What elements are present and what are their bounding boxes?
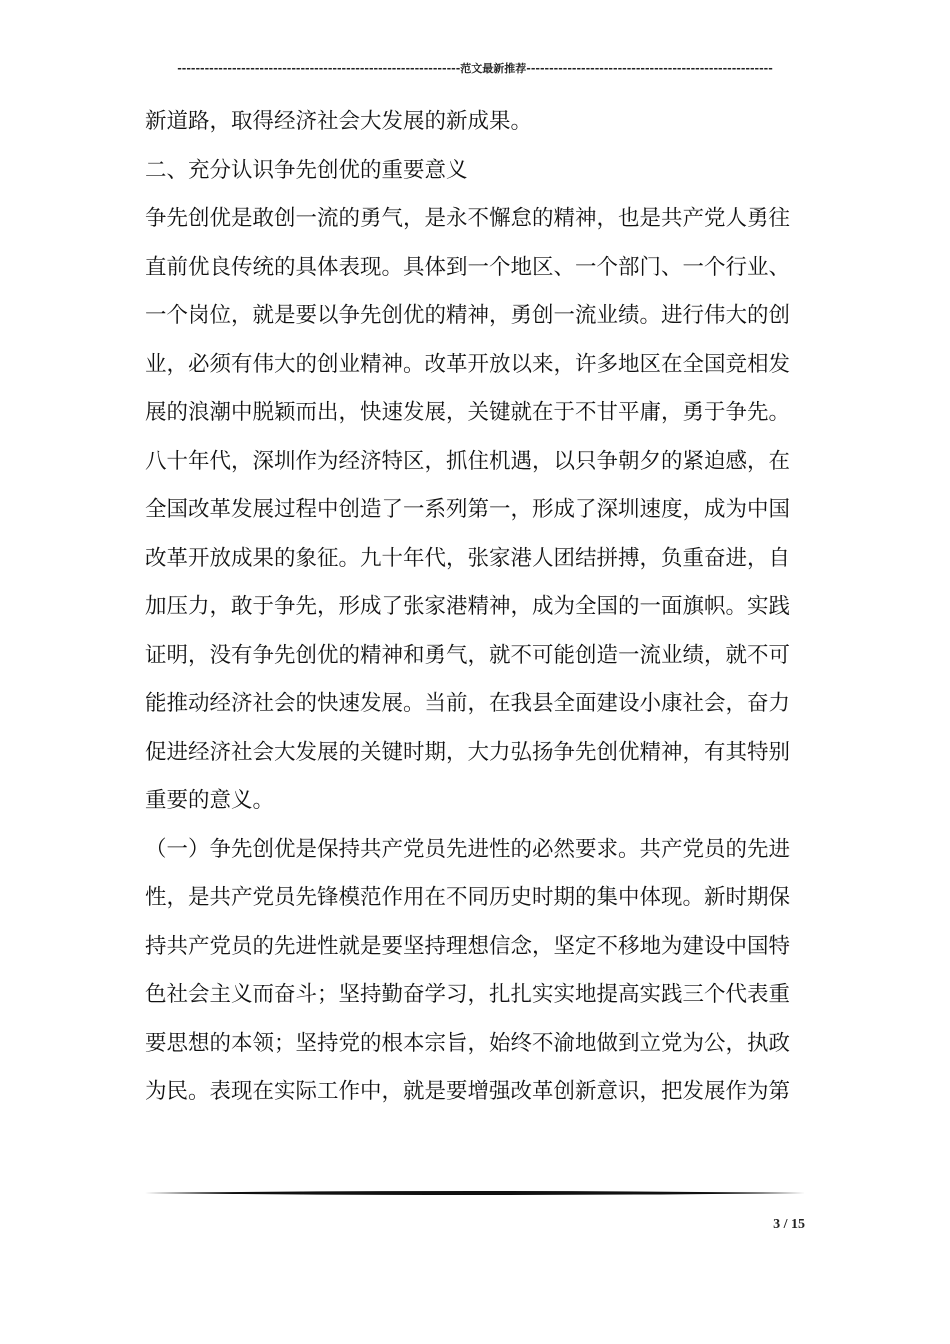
text-line: 加压力，敢于争先，形成了张家港精神，成为全国的一面旗帜。实践 [145, 594, 791, 619]
page-number: 3 / 15 [773, 1217, 805, 1232]
text-line: 持共产党员的先进性就是要坚持理想信念，坚定不移地为建设中国特 [145, 933, 791, 959]
text-line: 新道路，取得经济社会大发展的新成果。 [145, 109, 533, 134]
text-line: 重要的意义。 [145, 788, 275, 813]
text-line: 要思想的本领；坚持党的根本宗旨，始终不渝地做到立党为公，执政 [145, 1030, 791, 1056]
text-line: 全国改革发展过程中创造了一系列第一，形成了深圳速度，成为中国 [145, 497, 791, 522]
text-line: 改革开放成果的象征。九十年代，张家港人团结拼搏，负重奋进，自 [145, 545, 791, 571]
text-line: 展的浪潮中脱颖而出，快速发展，关键就在于不甘平庸，勇于争先。 [145, 400, 791, 425]
text-line: 直前优良传统的具体表现。具体到一个地区、一个部门、一个行业、 [145, 254, 791, 280]
footer-divider [145, 1190, 805, 1196]
text-line: 促进经济社会大发展的关键时期，大力弘扬争先创优精神，有其特别 [145, 739, 791, 765]
text-line: 八十年代，深圳作为经济特区，抓住机遇，以只争朝夕的紧迫感，在 [145, 448, 791, 474]
section-heading: 二、充分认识争先创优的重要意义 [145, 157, 468, 183]
text-line: 色社会主义而奋斗；坚持勤奋学习，扎扎实实地提高实践三个代表重 [145, 982, 791, 1007]
text-line: （一）争先创优是保持共产党员先进性的必然要求。共产党员的先进 [145, 836, 791, 862]
text-line: 业，必须有伟大的创业精神。改革开放以来，许多地区在全国竞相发 [145, 351, 791, 377]
text-line: 证明，没有争先创优的精神和勇气，就不可能创造一流业绩，就不可 [145, 642, 791, 668]
text-line: 性，是共产党员先锋模范作用在不同历史时期的集中体现。新时期保 [145, 885, 791, 910]
text-line: 争先创优是敢创一流的勇气，是永不懈怠的精神，也是共产党人勇往 [145, 206, 791, 231]
text-line: 为民。表现在实际工作中，就是要增强改革创新意识，把发展作为第 [145, 1079, 791, 1104]
text-line: 一个岗位，就是要以争先创优的精神，勇创一流业绩。进行伟大的创 [145, 303, 791, 328]
page-header: --------------------------------------------------------------范文最新推荐------------------------------------------------------ [177, 62, 773, 75]
text-line: 能推动经济社会的快速发展。当前，在我县全面建设小康社会，奋力 [145, 691, 791, 716]
document-body [145, 98, 825, 1117]
